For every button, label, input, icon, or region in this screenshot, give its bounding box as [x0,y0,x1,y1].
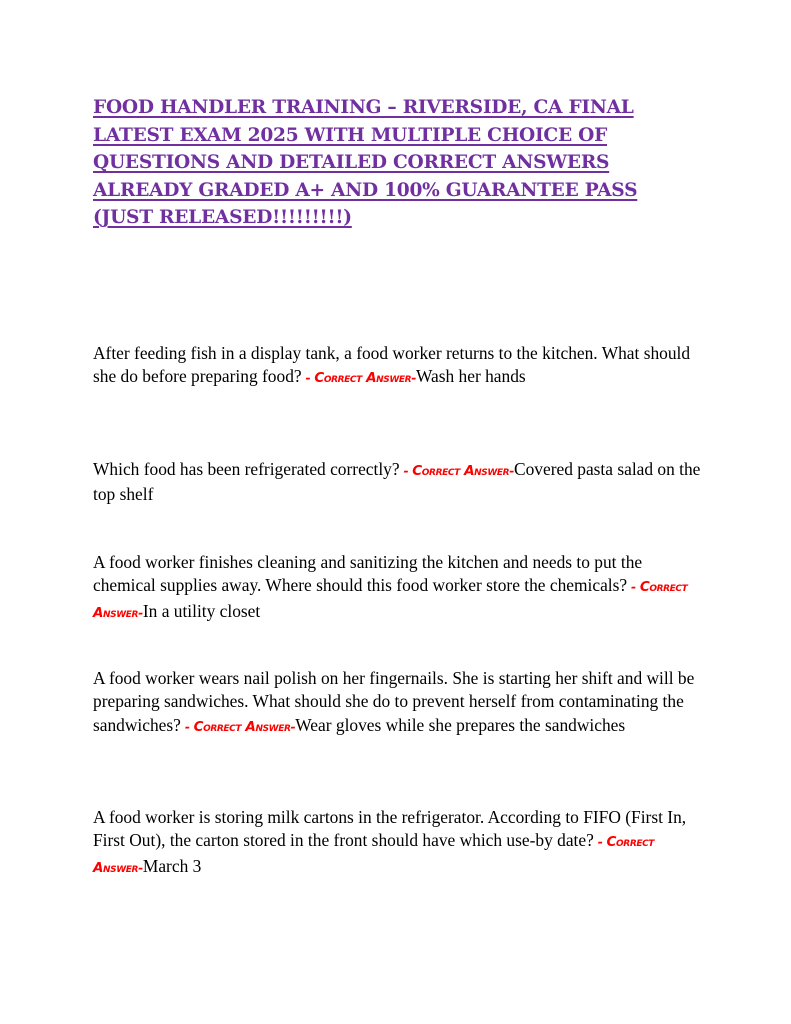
answer-label-suffix: - [509,463,514,478]
answer-text: Covered pasta salad on the top shelf [93,459,701,505]
question-text: Which food has been refrigerated correctly? [93,459,400,479]
answer-label-suffix: - [138,859,143,875]
answer-label-suffix: - [411,370,416,386]
correct-answer-label: Correct Answer [314,370,412,387]
question-text: A food worker is storing milk cartons in the refrigerator. According to FIFO (First In, First Out), the carton stored in the front should have which use-by date? [93,807,687,851]
answer-separator: - [627,579,640,595]
correct-answer-label: Correct Answer [412,463,510,479]
correct-answer-label: Correct Answer [193,718,291,735]
question-text: A food worker finishes cleaning and sanitizing the kitchen and needs to put the chemical supplies away. Where should this food worker store the chemicals? [93,552,643,596]
answer-separator: - [593,834,607,850]
correct-answer-label: Correct Answer [93,579,688,621]
document-title: FOOD HANDLER TRAINING – RIVERSIDE, CA FINAL LATEST EXAM 2025 WITH MULTIPLE CHOICE OF QUESTIONS AND DETAILED CORRECT ANSWERS ALREADY GRADED A+ AND 100% GUARANTEE PASS (JUST RELEASED!!!!!!!!!) [93,97,638,228]
answer-label-suffix: - [290,718,296,734]
qa-item-1 [93,342,703,391]
qa-item-4 [93,667,703,739]
answer-text: Wash her hands [416,366,526,387]
qa-item-2 [93,458,703,507]
answer-text: In a utility closet [142,600,261,621]
qa-item-5 [93,806,703,880]
qa-item-3 [93,551,703,625]
answer-text: Wear gloves while she prepares the sandwiches [295,714,626,735]
answer-separator: - [180,718,194,734]
question-text: A food worker wears nail polish on her fingernails. She is starting her shift and will be preparing sandwiches. What should she do to prevent herself from contaminating the sandwiches? [93,668,695,735]
answer-separator: - [301,370,315,386]
correct-answer-label: Correct Answer [93,834,655,876]
answer-text: March 3 [142,855,202,876]
answer-label-suffix: - [138,604,143,620]
answer-separator: - [399,463,413,478]
question-text: After feeding fish in a display tank, a food worker returns to the kitchen. What should she do before preparing food? [93,343,691,387]
